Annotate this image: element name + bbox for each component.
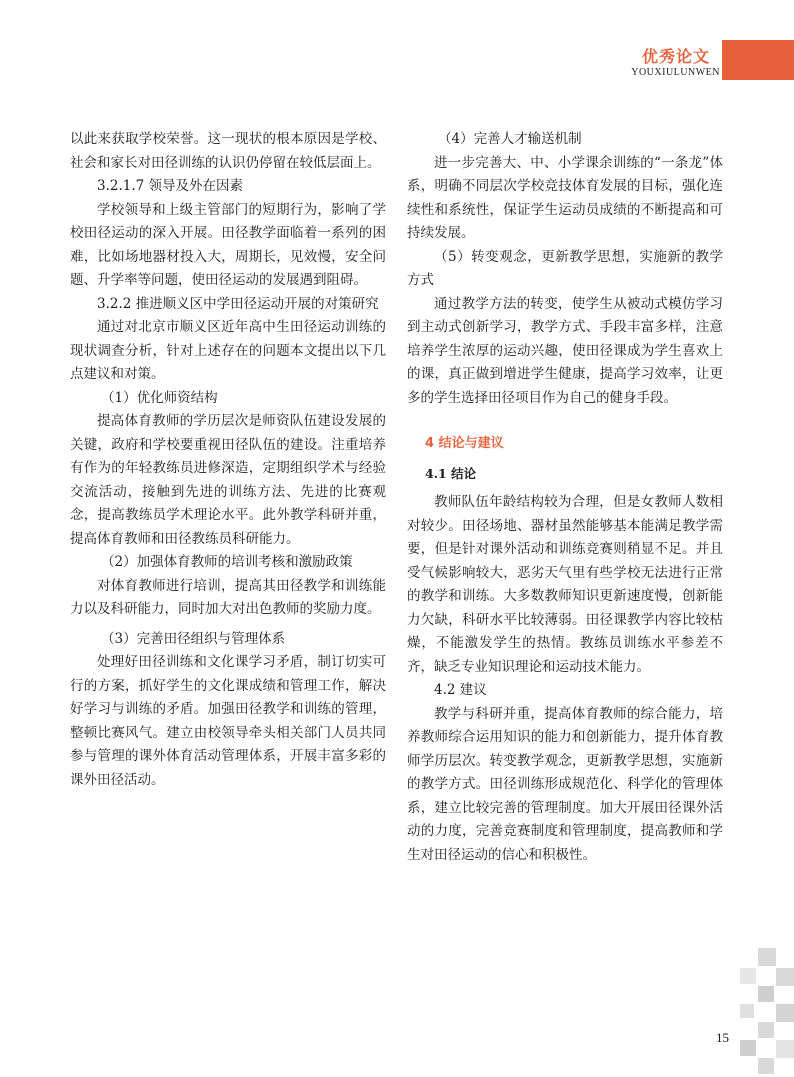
subsection-heading: 4.2 建议 (434, 682, 487, 698)
page-number: 15 (716, 1030, 729, 1045)
deco-square (776, 1004, 794, 1022)
deco-square (758, 1058, 774, 1074)
header-title: 优秀论文 (641, 47, 710, 66)
section-heading: 4 结论与建议 (425, 436, 504, 451)
deco-square (740, 968, 756, 984)
subsection-heading: 3.2.2 推进顺义区中学田径运动开展的对策研究 (97, 295, 379, 312)
paragraph: 对体育教师进行培训，提高其田径教学和训练能力以及科研能力，同时加大对出色教师的奖励力度。 (70, 577, 386, 617)
paragraph: 提高体育教师的学历层次是师资队伍建设发展的关键，政府和学校要重视田径队伍的建设。注重培养有作为的年轻教练员进修深造，定期组织学术与经验交流活动，接触到先进的训练方法、先进的比赛观念，提高教练员学术理论水平。此外教学科研并重，提高体育教师和田径教练员科研能力。 (70, 413, 386, 547)
list-heading: （1）优化师资结构 (101, 389, 218, 406)
paragraph: 教学与科研并重，提高体育教师的综合能力，培养教师综合运用知识的能力和创新能力，提升体育教师学历层次。转变教学观念，更新教学思想，实施新的教学方式。田径训练形成规范化、科学化的管理体系，建立比较完善的管理制度。加大开展田径课外活动的力度，完善竞赛制度和管理制度，提高教师和学生对田径运动的信心和积极性。 (407, 705, 723, 863)
deco-square (758, 1022, 774, 1038)
deco-square (776, 1040, 794, 1058)
paragraph: 通过对北京市顺义区近年高中生田径运动训练的现状调查分析，针对上述存在的问题本文提出以下几点建议和对策。 (70, 319, 386, 382)
list-heading: （3）完善田径组织与管理体系 (101, 630, 286, 647)
list-heading: （5）转变观念，更新教学思想，实施新的教学方式 (407, 248, 723, 288)
deco-square (776, 968, 794, 986)
paragraph: 进一步完善大、中、小学课余训练的“一条龙”体系，明确不同层次学校竞技体育发展的目标，强化连续性和系统性，保证学生运动员成绩的不断提高和可持续发展。 (407, 154, 723, 241)
deco-square (740, 1040, 756, 1056)
header-subtitle: YOUXIULUNWEN (631, 67, 720, 78)
paragraph: 通过教学方法的转变，使学生从被动式模仿学习到主动式创新学习，教学方式、手段丰富多样，注意培养学生浓厚的运动兴趣，使田径课成为学生喜欢上的课，真正做到增进学生健康，提高学习效率，让更多的学生选择田径项目作为自己的健身手段。 (407, 295, 723, 406)
header-color-bar (722, 40, 794, 80)
deco-square (758, 948, 776, 966)
right-column (407, 128, 723, 867)
paragraph: 学校领导和上级主管部门的短期行为，影响了学校田径运动的深入开展。田径教学面临着一系列的困难，比如场地器材投入大，周期长，见效慢，安全问题、升学率等问题，使田径运动的发展遇到阻碍。 (70, 201, 386, 288)
subsection-heading: 4.1 结论 (425, 466, 477, 481)
deco-square (758, 986, 774, 1002)
deco-square (740, 1004, 754, 1018)
subsection-heading: 3.2.1.7 领导及外在因素 (97, 178, 244, 194)
paragraph: 教师队伍年龄结构较为合理，但是女教师人数相对较少。田径场地、器材虽然能够基本能满足教学需要，但是针对课外活动和训练竞赛则稍显不足。并且受气候影响较大，恶劣天气里有些学校无法进行正常的教学和训练。大多数教师知识更新速度慢，创新能力欠缺，科研水平比较薄弱。田径课教学内容比较枯燥，不能激发学生的热情。教练员训练水平参差不齐，缺乏专业知识理论和运动技术能力。 (407, 494, 723, 675)
list-heading: （4）完善人才输送机制 (438, 131, 582, 147)
paragraph: 以此来获取学校荣誉。这一现状的根本原因是学校、社会和家长对田径训练的认识仍停留在较低层面上。 (70, 131, 386, 171)
left-column (70, 128, 386, 792)
list-heading: （2）加强体育教师的培训考核和激励政策 (101, 554, 353, 570)
paragraph: 处理好田径训练和文化课学习矛盾，制订切实可行的方案，抓好学生的文化课成绩和管理工作，解决好学习与训练的矛盾。加强田径教学和训练的管理，整顿比赛风气。建立由校领导牵头相关部门人员共同参与管理的课外体育活动管理体系，开展丰富多彩的课外田径活动。 (70, 654, 386, 788)
